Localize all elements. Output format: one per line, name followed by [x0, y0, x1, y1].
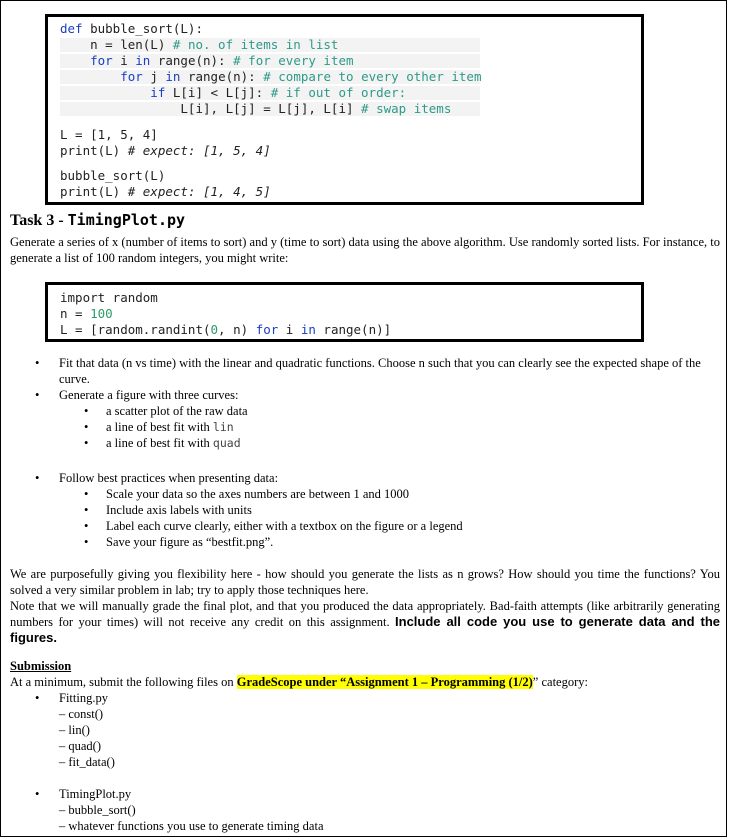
- code-line-4: for j in range(n): # compare to every other item: [60, 69, 482, 84]
- sub-bullet-dot: •: [84, 535, 89, 549]
- bullet-fit-data: Fit that data (n vs time) with the linear and quadratic functions. Choose n such that you can clearly see the expected shape of the curve.: [59, 356, 701, 386]
- file-item: – whatever functions you use to generate timing data: [59, 819, 324, 833]
- file-item: – fit_data(): [59, 755, 115, 769]
- code-line-7: L = [1, 5, 4]: [60, 127, 158, 142]
- submission-intro: At a minimum, submit the following files on GradeScope under “Assignment 1 – Programming (1/2)” category:: [10, 675, 588, 689]
- file-timingplot-py: TimingPlot.py: [59, 787, 132, 801]
- file-item: – const(): [59, 707, 104, 721]
- sub-bullet-dot: •: [84, 487, 89, 501]
- code-line-10: print(L) # expect: [1, 4, 5]: [60, 184, 271, 199]
- bullet-best-practices: Follow best practices when presenting data:: [59, 471, 279, 485]
- code-line-3: for i in range(n): # for every item: [60, 54, 480, 68]
- file-item: – quad(): [59, 739, 101, 753]
- sub-bullet-label-curves: Label each curve clearly, either with a textbox on the figure or a legend: [106, 519, 463, 533]
- code-line-8: print(L) # expect: [1, 5, 4]: [60, 143, 271, 158]
- code2-line-2: n = 100: [60, 306, 113, 321]
- task3-heading: Task 3 - TimingPlot.py: [10, 211, 186, 229]
- code2-line-3: L = [random.randint(0, n) for i in range(n)]: [60, 322, 392, 337]
- bullet-dot: •: [35, 388, 40, 402]
- bullet-dot: •: [35, 471, 40, 485]
- code-line-1: def bubble_sort(L):: [60, 21, 203, 36]
- bubble-sort-code-block: [45, 14, 644, 205]
- flexibility-paragraph: We are purposefully giving you flexibility here - how should you generate the lists as n grows? How should you time the functions? You solved a very similar problem in lab; try to apply those techniques here.: [10, 567, 720, 597]
- bullet-dot: •: [35, 356, 40, 370]
- submission-heading: Submission: [10, 659, 72, 673]
- sub-bullet-dot: •: [84, 404, 89, 418]
- code-line-5: if L[i] < L[j]: # if out of order:: [60, 86, 480, 100]
- random-list-code-block: [45, 282, 644, 342]
- sub-bullet-quad: a line of best fit with quad: [106, 436, 241, 450]
- sub-bullet-dot: •: [84, 436, 89, 450]
- file-item: – bubble_sort(): [59, 803, 136, 817]
- sub-bullet-axis-labels: Include axis labels with units: [106, 503, 252, 517]
- code2-line-1: import random: [60, 290, 158, 305]
- sub-bullet-scale: Scale your data so the axes numbers are between 1 and 1000: [106, 487, 410, 501]
- sub-bullet-scatter: a scatter plot of the raw data: [106, 404, 248, 418]
- bullet-dot: •: [35, 691, 40, 705]
- file-fitting-py: Fitting.py: [59, 691, 108, 705]
- sub-bullet-dot: •: [84, 519, 89, 533]
- bullet-generate-figure: Generate a figure with three curves:: [59, 388, 239, 402]
- bullet-dot: •: [35, 787, 40, 801]
- grading-note-paragraph: Note that we will manually grade the final plot, and that you produced the data appropriately. Bad-faith attempts (like arbitrarily generating numbers for your times) will not receive any credit on this assignment. Include all code you use to generate data and the figures.: [10, 599, 720, 645]
- file-item: – lin(): [59, 723, 90, 737]
- task3-intro: Generate a series of x (number of items to sort) and y (time to sort) data using the above algorithm. Use randomly sorted lists. For instance, to generate a list of 100 random integers, you might write:: [10, 235, 720, 265]
- sub-bullet-dot: •: [84, 420, 89, 434]
- sub-bullet-save-figure: Save your figure as “bestfit.png”.: [106, 535, 274, 549]
- code-line-2: n = len(L) # no. of items in list: [60, 38, 480, 52]
- code-line-9: bubble_sort(L): [60, 168, 166, 183]
- sub-bullet-lin: a line of best fit with lin: [106, 420, 234, 434]
- sub-bullet-dot: •: [84, 503, 89, 517]
- code-line-6: L[i], L[j] = L[j], L[i] # swap items: [60, 102, 480, 116]
